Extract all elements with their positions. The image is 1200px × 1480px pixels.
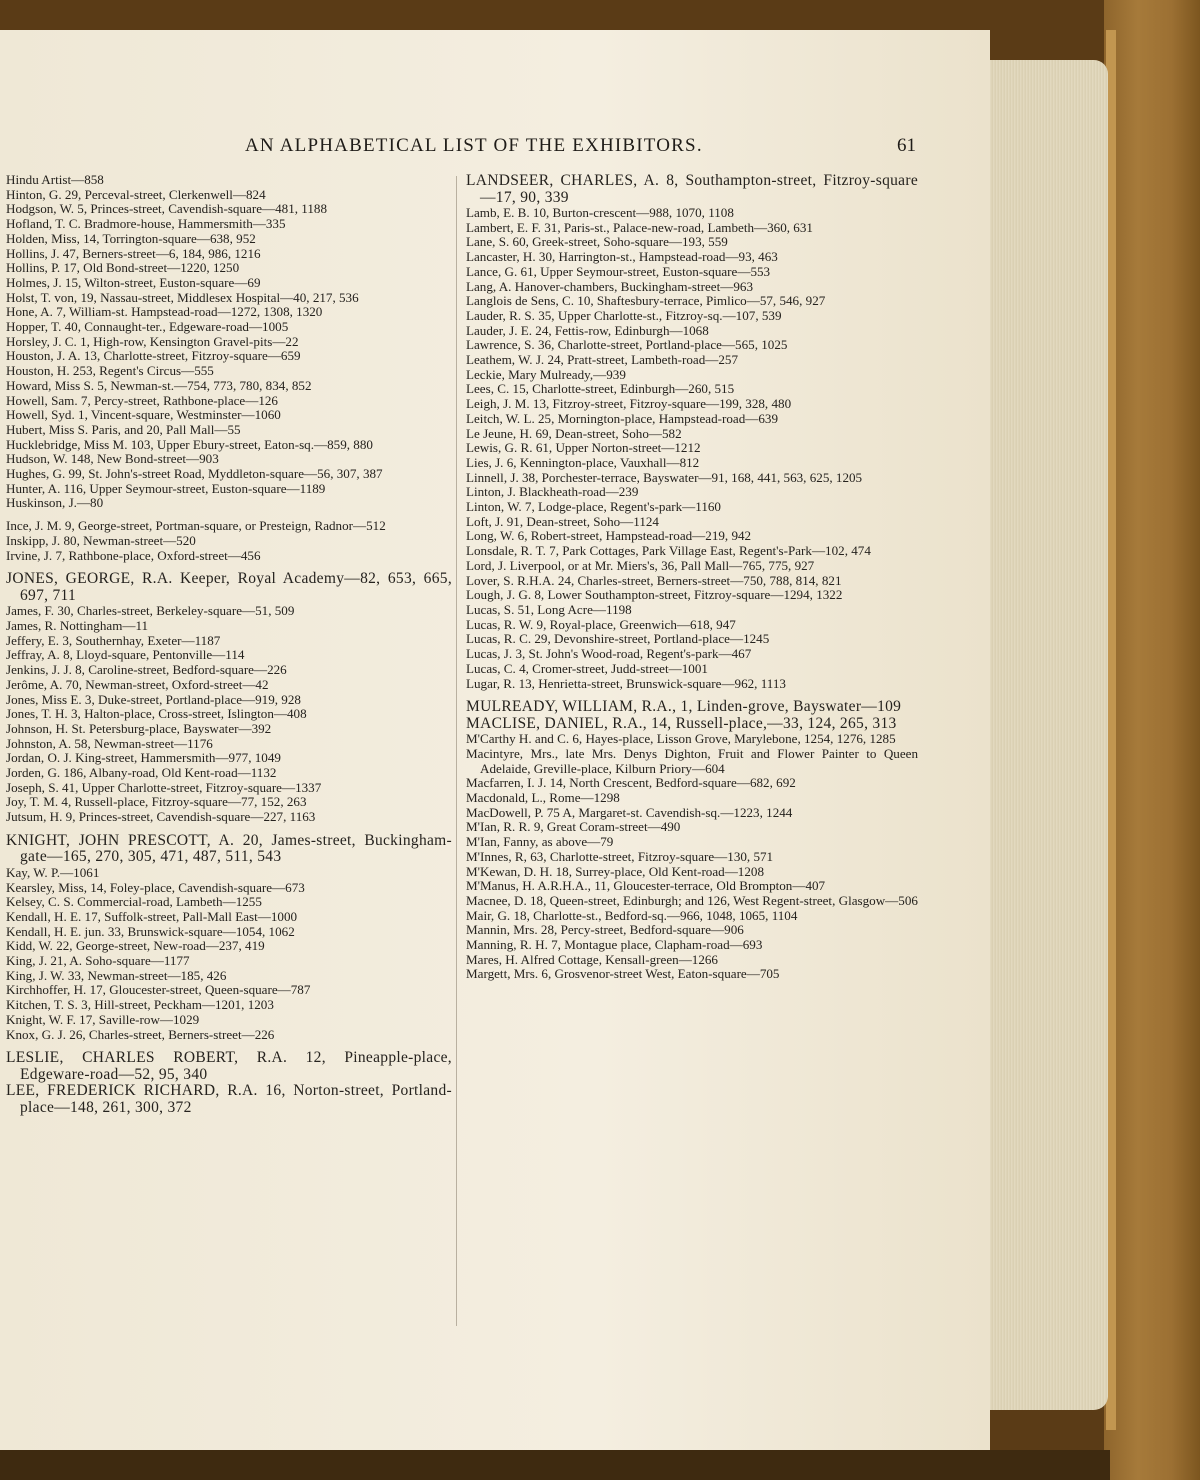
exhibitor-entry: Lancaster, H. 30, Harrington-st., Hampstead-road—93, 463 [466,249,778,265]
exhibitor-entry: Leathem, W. J. 24, Pratt-street, Lambeth-road—257 [466,352,738,368]
exhibitor-entry: Macintyre, Mrs., late Mrs. Denys Dighton, Fruit and Flower Painter to Queen Adelaide, Greville-place, Kilburn Priory—604 [466,745,918,776]
exhibitor-entry: Jordan, O. J. King-street, Hammersmith—977, 1049 [6,750,281,766]
exhibitor-entry: Hopper, T. 40, Connaught-ter., Edgeware-road—1005 [6,319,289,335]
exhibitor-entry: Lewis, G. R. 61, Upper Norton-street—1212 [466,440,701,456]
exhibitor-entry: Howell, Syd. 1, Vincent-square, Westminster—1060 [6,407,281,423]
exhibitor-entry: Macfarren, I. J. 14, North Crescent, Bedford-square—682, 692 [466,775,796,791]
exhibitor-entry: Mannin, Mrs. 28, Percy-street, Bedford-square—906 [466,922,744,938]
exhibitor-entry: Kirchhoffer, H. 17, Gloucester-street, Queen-square—787 [6,982,311,998]
exhibitor-entry: James, R. Nottingham—11 [6,617,149,633]
exhibitor-entry: Howell, Sam. 7, Percy-street, Rathbone-place—126 [6,392,278,408]
exhibitor-entry: Lambert, E. F. 31, Paris-st., Palace-new-road, Lambeth—360, 631 [466,219,813,235]
exhibitor-entry: Irvine, J. 7, Rathbone-place, Oxford-street—456 [6,547,261,563]
exhibitor-entry: Kendall, H. E. 17, Suffolk-street, Pall-Mall East—1000 [6,908,298,924]
exhibitor-entry: LEE, FREDERICK RICHARD, R.A. 16, Norton-street, Portland-place—148, 261, 300, 372 [6,1082,452,1116]
exhibitor-entry: Hodgson, W. 5, Princes-street, Cavendish-square—481, 1188 [6,201,327,217]
exhibitor-entry: Lang, A. Hanover-chambers, Buckingham-street—963 [466,278,753,294]
exhibitor-entry: Joseph, S. 41, Upper Charlotte-street, Fitzroy-square—1337 [6,779,322,795]
exhibitor-entry: Lough, J. G. 8, Lower Southampton-street, Fitzroy-square—1294, 1322 [466,587,843,603]
exhibitor-entry: LESLIE, CHARLES ROBERT, R.A. 12, Pineapple-place, Edgeware-road—52, 95, 340 [6,1049,452,1083]
exhibitor-entry: Huskinson, J.—80 [6,495,104,511]
column-rule [456,176,457,1326]
exhibitor-entry: Hinton, G. 29, Perceval-street, Clerkenwell—824 [6,186,266,202]
exhibitor-entry: MULREADY, WILLIAM, R.A., 1, Linden-grove, Bayswater—109 [466,698,902,716]
exhibitor-entry: Holst, T. von, 19, Nassau-street, Middlesex Hospital—40, 217, 536 [6,289,359,305]
exhibitor-entry: Leitch, W. L. 25, Mornington-place, Hampstead-road—639 [466,410,778,426]
exhibitor-entry: Hucklebridge, Miss M. 103, Upper Ebury-street, Eaton-sq.—859, 880 [6,436,373,452]
exhibitor-entry: Lauder, R. S. 35, Upper Charlotte-st., Fitzroy-sq.—107, 539 [466,307,782,323]
exhibitor-entry: Lover, S. R.H.A. 24, Charles-street, Berners-street—750, 788, 814, 821 [466,572,842,588]
exhibitor-entry: Le Jeune, H. 69, Dean-street, Soho—582 [466,425,682,441]
running-header [0,135,990,157]
exhibitor-entry: Linnell, J. 38, Porchester-terrace, Bayswater—91, 168, 441, 563, 625, 1205 [466,469,863,485]
exhibitor-entry: Jorden, G. 186, Albany-road, Old Kent-road—1132 [6,765,277,781]
exhibitor-entry: Mares, H. Alfred Cottage, Kensall-green—1266 [466,951,718,967]
exhibitor-entry: Lance, G. 61, Upper Seymour-street, Euston-square—553 [466,263,771,279]
page-number: 61 [897,135,916,156]
page-title: AN ALPHABETICAL LIST OF THE EXHIBITORS. [245,135,703,156]
exhibitor-entry: Lucas, R. C. 29, Devonshire-street, Portland-place—1245 [466,631,770,647]
exhibitor-entry: Lugar, R. 13, Henrietta-street, Brunswick-square—962, 1113 [466,675,786,691]
exhibitor-entry: Hollins, J. 47, Berners-street—6, 184, 986, 1216 [6,245,261,261]
page-edges [978,60,1108,1410]
exhibitor-entry: MacDowell, P. 75 A, Margaret-st. Cavendish-sq.—1223, 1244 [466,804,793,820]
exhibitor-entry: LANDSEER, CHARLES, A. 8, Southampton-street, Fitzroy-square—17, 90, 339 [466,172,918,206]
exhibitor-entry: Kearsley, Miss, 14, Foley-place, Cavendish-square—673 [6,879,305,895]
exhibitor-entry: M'Ian, Fanny, as above—79 [466,834,614,850]
exhibitor-entry: Jeffery, E. 3, Southernhay, Exeter—1187 [6,632,221,648]
exhibitor-entry: MACLISE, DANIEL, R.A., 14, Russell-place,—33, 124, 265, 313 [466,714,897,732]
exhibitor-entry: Hofland, T. C. Bradmore-house, Hammersmith—335 [6,216,286,232]
exhibitor-entry: Knight, W. F. 17, Saville-row—1029 [6,1011,200,1027]
exhibitor-entry: Leigh, J. M. 13, Fitzroy-street, Fitzroy-square—199, 328, 480 [466,396,792,412]
exhibitor-entry: M'Manus, H. A.R.H.A., 11, Gloucester-terrace, Old Brompton—407 [466,878,826,894]
exhibitor-entry: KNIGHT, JOHN PRESCOTT, A. 20, James-street, Buckingham-gate—165, 270, 305, 471, 487, 511, 543 [6,831,452,866]
exhibitor-entry: Lonsdale, R. T. 7, Park Cottages, Park Village East, Regent's-Park—102, 474 [466,543,871,559]
exhibitor-entry: Lawrence, S. 36, Charlotte-street, Portland-place—565, 1025 [466,337,788,353]
exhibitor-entry: Kelsey, C. S. Commercial-road, Lambeth—1255 [6,894,262,910]
exhibitor-entry: Hudson, W. 148, New Bond-street—903 [6,451,219,467]
exhibitor-entry: James, F. 30, Charles-street, Berkeley-square—51, 509 [6,603,295,619]
exhibitor-entry: Jerôme, A. 70, Newman-street, Oxford-street—42 [6,676,269,692]
exhibitor-entry: Lucas, C. 4, Cromer-street, Judd-street—1001 [466,660,708,676]
exhibitor-entry: Holmes, J. 15, Wilton-street, Euston-square—69 [6,274,261,290]
exhibitor-entry: Inskipp, J. 80, Newman-street—520 [6,532,196,548]
exhibitor-entry: Hubert, Miss S. Paris, and 20, Pall Mall—55 [6,421,241,437]
exhibitor-entry: Kitchen, T. S. 3, Hill-street, Peckham—1201, 1203 [6,997,274,1013]
exhibitor-entry: Long, W. 6, Robert-street, Hampstead-road—219, 942 [466,528,752,544]
exhibitor-entry: Howard, Miss S. 5, Newman-st.—754, 773, 780, 834, 852 [6,377,312,393]
page-shadow [0,1450,1110,1480]
exhibitor-entry: King, J. 21, A. Soho-square—1177 [6,953,190,969]
left-column [6,173,452,1116]
exhibitor-entry: Johnson, H. St. Petersburg-place, Bayswater—392 [6,720,272,736]
exhibitor-entry: Joy, T. M. 4, Russell-place, Fitzroy-square—77, 152, 263 [6,794,307,810]
exhibitor-entry: Hindu Artist—858 [6,172,104,187]
exhibitor-entry: Jeffray, A. 8, Lloyd-square, Pentonville—114 [6,647,245,663]
exhibitor-entry: Kendall, H. E. jun. 33, Brunswick-square—1054, 1062 [6,923,295,939]
exhibitor-entry: King, J. W. 33, Newman-street—185, 426 [6,967,227,983]
exhibitor-entry: Lucas, S. 51, Long Acre—1198 [466,601,632,617]
book-cover [1104,0,1200,1480]
exhibitor-entry: Manning, R. H. 7, Montague place, Clapham-road—693 [466,937,763,953]
exhibitor-entry: M'Ian, R. R. 9, Great Coram-street—490 [466,819,681,835]
exhibitor-entry: Houston, H. 253, Regent's Circus—555 [6,363,214,379]
exhibitor-entry: Holden, Miss, 14, Torrington-square—638, 952 [6,230,256,246]
exhibitor-entry: Jenkins, J. J. 8, Caroline-street, Bedford-square—226 [6,662,287,678]
exhibitor-entry: Houston, J. A. 13, Charlotte-street, Fitzroy-square—659 [6,348,301,364]
exhibitor-entry: Hughes, G. 99, St. John's-street Road, Myddleton-square—56, 307, 387 [6,466,383,482]
exhibitor-entry: Lies, J. 6, Kennington-place, Vauxhall—812 [466,454,700,470]
exhibitor-entry: Lucas, J. 3, St. John's Wood-road, Regent's-park—467 [466,646,752,662]
exhibitor-entry: Lane, S. 60, Greek-street, Soho-square—193, 559 [466,234,728,250]
exhibitor-entry: Ince, J. M. 9, George-street, Portman-square, or Presteign, Radnor—512 [6,518,386,534]
exhibitor-entry: Lees, C. 15, Charlotte-street, Edinburgh—260, 515 [466,381,735,397]
exhibitor-entry: Hunter, A. 116, Upper Seymour-street, Euston-square—1189 [6,480,326,496]
exhibitor-entry: Loft, J. 91, Dean-street, Soho—1124 [466,513,659,529]
exhibitor-entry: Margett, Mrs. 6, Grosvenor-street West, Eaton-square—705 [466,966,780,982]
exhibitor-entry: JONES, GEORGE, R.A. Keeper, Royal Academy—82, 653, 665, 697, 711 [6,570,452,604]
exhibitor-entry: Macnee, D. 18, Queen-street, Edinburgh; and 126, West Regent-street, Glasgow—506 [466,892,918,908]
exhibitor-entry: Jutsum, H. 9, Princes-street, Cavendish-square—227, 1163 [6,809,316,825]
exhibitor-entry: Macdonald, L., Rome—1298 [466,790,620,806]
exhibitor-entry: Kay, W. P.—1061 [6,864,100,880]
exhibitor-entry: M'Kewan, D. H. 18, Surrey-place, Old Kent-road—1208 [466,863,764,879]
exhibitor-entry: M'Innes, R, 63, Charlotte-street, Fitzroy-square—130, 571 [466,848,774,864]
exhibitor-entry: M'Carthy H. and C. 6, Hayes-place, Lisson Grove, Marylebone, 1254, 1276, 1285 [466,731,896,747]
exhibitor-entry: Jones, Miss E. 3, Duke-street, Portland-place—919, 928 [6,691,301,707]
exhibitor-entry: Jones, T. H. 3, Halton-place, Cross-street, Islington—408 [6,706,307,722]
exhibitor-entry: Leckie, Mary Mulready,—939 [466,366,626,382]
exhibitor-entry: Hone, A. 7, William-st. Hampstead-road—1272, 1308, 1320 [6,304,323,320]
exhibitor-entry: Horsley, J. C. 1, High-row, Kensington Gravel-pits—22 [6,333,299,349]
exhibitor-entry: Knox, G. J. 26, Charles-street, Berners-street—226 [6,1026,275,1042]
exhibitor-entry: Kidd, W. 22, George-street, New-road—237, 419 [6,938,265,954]
exhibitor-entry: Johnston, A. 58, Newman-street—1176 [6,735,213,751]
exhibitor-entry: Linton, W. 7, Lodge-place, Regent's-park—1160 [466,499,721,515]
exhibitor-entry: Lucas, R. W. 9, Royal-place, Greenwich—618, 947 [466,616,736,632]
exhibitor-entry: Hollins, P. 17, Old Bond-street—1220, 1250 [6,260,240,276]
exhibitor-entry: Lamb, E. B. 10, Burton-crescent—988, 1070, 1108 [466,205,734,220]
exhibitor-entry: Langlois de Sens, C. 10, Shaftesbury-terrace, Pimlico—57, 546, 927 [466,293,826,309]
exhibitor-entry: Lauder, J. E. 24, Fettis-row, Edinburgh—1068 [466,322,709,338]
exhibitor-entry: Linton, J. Blackheath-road—239 [466,484,639,500]
exhibitor-entry: Lord, J. Liverpool, or at Mr. Miers's, 36, Pall Mall—765, 775, 927 [466,557,815,573]
exhibitor-entry: Mair, G. 18, Charlotte-st., Bedford-sq.—966, 1048, 1065, 1104 [466,907,798,923]
right-column [466,173,918,982]
